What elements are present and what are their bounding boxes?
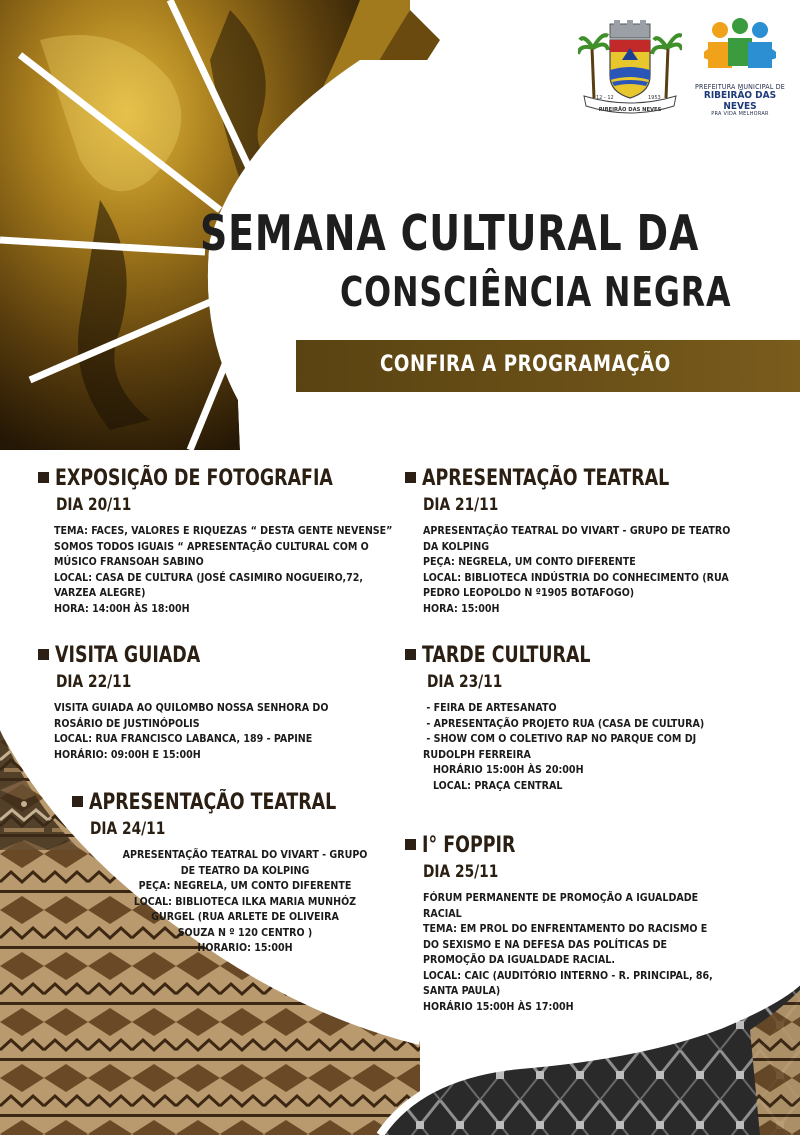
event-detail-line: SOMOS TODOS IGUAIS “ APRESENTAÇÃO CULTURAL COM O (54, 540, 369, 553)
event-title: VISITA GUIADA (55, 643, 201, 668)
event-detail-line: SOUZA N º 120 CENTRO ) (177, 926, 313, 939)
event-detail-line: HORA: 15:00H (423, 602, 500, 615)
event-detail-line: LOCAL: RUA FRANCISCO LABANCA, 189 - PAPINE (54, 733, 313, 745)
event-detail-line: HORA: 14:00H ÀS 18:00H (54, 602, 190, 615)
palm-tree-icon (652, 35, 682, 98)
event-detail-line: PEÇA: NEGRELA, UM CONTO DIFERENTE (138, 880, 352, 892)
event-block (405, 643, 704, 794)
event-detail-line: DO SEXISMO E NA DEFESA DAS POLÍTICAS DE (423, 938, 668, 951)
square-bullet-icon (72, 796, 83, 807)
event-detail-line: LOCAL: CAIC (AUDITÓRIO INTERNO - R. PRINCIPAL, 86, (423, 969, 713, 982)
event-detail-line: ROSÁRIO DE JUSTINÓPOLIS (54, 717, 200, 730)
event-detail-line: DA KOLPING (423, 540, 490, 553)
event-title: I° FOPPIR (422, 833, 516, 858)
poster-title-line2: CONSCIÊNCIA NEGRA (340, 268, 732, 316)
square-bullet-icon (405, 839, 416, 850)
banner-label: CONFIRA A PROGRAMAÇÃO (380, 352, 671, 377)
event-block (405, 833, 713, 1015)
event-block (405, 466, 730, 617)
event-detail-line: VISITA GUIADA AO QUILOMBO NOSSA SENHORA DO (54, 702, 329, 714)
event-title: APRESENTAÇÃO TEATRAL (89, 790, 337, 815)
event-detail-line: SANTA PAULA) (423, 985, 501, 997)
event-detail-line: HORÁRIO 15:00H ÀS 20:00H (423, 764, 584, 776)
event-day: DIA 25/11 (423, 862, 499, 882)
event-detail-line: LOCAL: PRAÇA CENTRAL (423, 779, 563, 792)
programacao-banner (296, 340, 800, 392)
square-bullet-icon (405, 649, 416, 660)
event-detail-line: LOCAL: BIBLIOTECA ILKA MARIA MUNHÓZ (133, 895, 357, 908)
event-day: DIA 20/11 (56, 495, 132, 515)
event-day: DIA 21/11 (423, 495, 499, 515)
square-bullet-icon (405, 472, 416, 483)
prefeitura-line2: RIBEIRÃO DAS NEVES (703, 90, 777, 112)
square-bullet-icon (38, 649, 49, 660)
event-detail-line: PEDRO LEOPOLDO N º1905 BOTAFOGO) (423, 587, 635, 599)
event-detail-line: - FEIRA DE ARTESANATO (423, 702, 557, 714)
svg-text:RIBEIRÃO DAS NEVES: RIBEIRÃO DAS NEVES (598, 107, 662, 113)
event-detail-line: RACIAL (423, 907, 462, 920)
event-detail-line: - APRESENTAÇÃO PROJETO RUA (CASA DE CULTURA) (423, 717, 705, 730)
event-detail-line: HORÁRIO 15:00H ÀS 17:00H (423, 1000, 574, 1013)
event-block (38, 466, 392, 617)
svg-text:12 - 12: 12 - 12 (596, 95, 614, 101)
event-detail-line: LOCAL: CASA DE CULTURA (JOSÉ CASIMIRO NOGUEIRO,72, (54, 571, 364, 584)
event-detail-line: MÚSICO FRANSOAH SABINO (54, 556, 204, 568)
event-detail-line: LOCAL: BIBLIOTECA INDÚSTRIA DO CONHECIMENTO (RUA (423, 571, 729, 584)
event-detail-line: HORÁRIO: 09:00H E 15:00H (54, 748, 201, 761)
event-detail-line: FÓRUM PERMANENTE DE PROMOÇÃO A IGUALDADE (423, 892, 699, 904)
event-detail-line: TEMA: EM PROL DO ENFRENTAMENTO DO RACISMO E (423, 923, 708, 935)
event-block (72, 790, 380, 957)
event-detail-line: TEMA: FACES, VALORES E RIQUEZAS “ DESTA GENTE NEVENSE” (54, 525, 393, 537)
event-detail-line: APRESENTAÇÃO TEATRAL DO VIVART - GRUPO DE TEATRO (423, 525, 731, 537)
event-day: DIA 22/11 (56, 672, 132, 692)
puzzle-people-icon (704, 18, 776, 78)
palm-tree-icon (578, 35, 608, 98)
event-detail-line: APRESENTAÇÃO TEATRAL DO VIVART - GRUPO (122, 849, 368, 861)
prefeitura-logo (690, 18, 790, 122)
square-bullet-icon (38, 472, 49, 483)
event-detail-line: PEÇA: NEGRELA, UM CONTO DIFERENTE (423, 556, 636, 568)
event-detail-line: HORARIO: 15:00H (197, 942, 293, 954)
event-detail-line: GURGEL (RUA ARLETE DE OLIVEIRA (151, 911, 339, 923)
event-block (38, 643, 328, 763)
event-title: EXPOSIÇÃO DE FOTOGRAFIA (55, 466, 333, 491)
event-detail-line: DE TEATRO DA KOLPING (180, 864, 310, 877)
event-day: DIA 24/11 (90, 819, 166, 839)
event-title: TARDE CULTURAL (422, 643, 591, 668)
poster-title-line1: SEMANA CULTURAL DA (200, 205, 700, 262)
event-detail-line: - SHOW COM O COLETIVO RAP NO PARQUE COM DJ (423, 733, 697, 745)
prefeitura-slogan: PRA VIDA MELHORAR (711, 111, 769, 118)
event-title: APRESENTAÇÃO TEATRAL (422, 466, 670, 491)
event-detail-line: PROMOÇÃO DA IGUALDADE RACIAL. (423, 954, 615, 966)
svg-text:1953: 1953 (648, 95, 661, 101)
event-day: DIA 23/11 (427, 672, 503, 692)
prefeitura-line1: PREFEITURA MUNICIPAL DE (695, 83, 785, 91)
event-detail-line: VARZEA ALEGRE) (54, 587, 146, 599)
event-detail-line: RUDOLPH FERREIRA (423, 748, 531, 761)
city-emblem-logo (578, 20, 682, 116)
